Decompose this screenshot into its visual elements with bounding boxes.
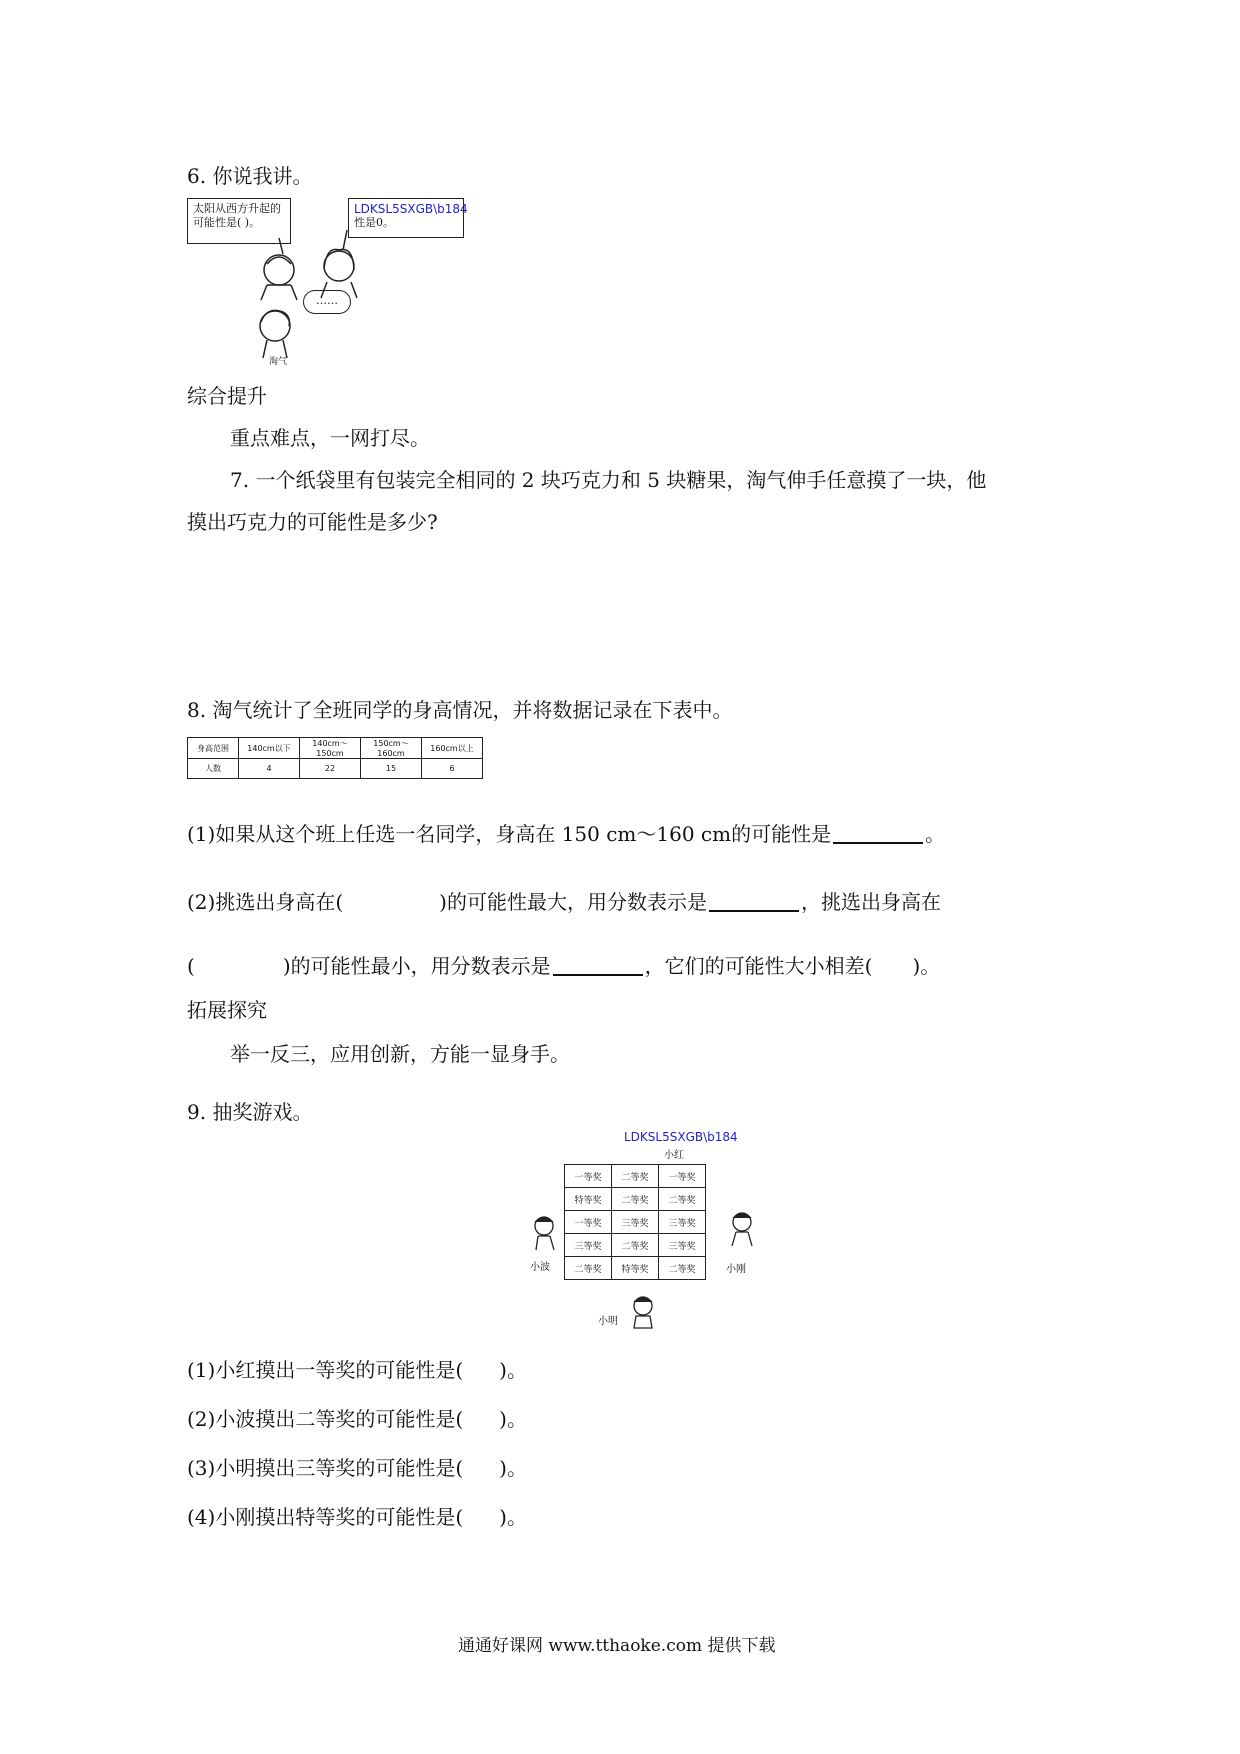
table-row [188,759,483,779]
q9-answer-4 [187,1503,527,1531]
answer-blank[interactable] [553,960,643,976]
answer-blank[interactable] [709,896,799,912]
grid-row [565,1188,706,1211]
speech-bubble-1: 太阳从西方升起的可能性是( )。 [187,198,291,244]
q9-answer-3-text: (3)小明摸出三等奖的可能性是( [187,1456,464,1480]
q8-part-3-text-b: )的可能性最小，用分数表示是 [282,954,551,978]
kid-label-bottom: 小明 [598,1316,618,1327]
table-header-cell: 160cm以上 [422,738,483,759]
q8-part-3-text-d: )。 [912,954,941,978]
q8-part-2 [187,888,941,916]
kid-bottom-icon [626,1294,660,1330]
q9-answer-1 [187,1356,527,1384]
grid-cell: 一等奖 [659,1165,706,1188]
q9-answer-4-text: (4)小刚摸出特等奖的可能性是( [187,1505,464,1529]
grid-row [565,1234,706,1257]
q6-title: 6. 你说我讲。 [187,164,313,188]
grid-cell: 三等奖 [659,1234,706,1257]
section-heading-1: 综合提升 [187,384,267,408]
q6-illustration [187,198,468,368]
grid-row [565,1257,706,1280]
q7-line-2: 摸出巧克力的可能性是多少? [187,510,438,534]
q8-part-2-text-c: ，挑选出身高在 [800,890,941,914]
q8-part-3-text-c: ，它们的可能性大小相差( [644,954,873,978]
grid-cell: 二等奖 [659,1188,706,1211]
kid-label-left: 小波 [530,1262,550,1273]
watermark-text: LDKSL5SXGB\b184 [624,1130,738,1144]
q9-title: 9. 抽奖游戏。 [187,1100,313,1124]
q9-answer-2-close: )。 [499,1407,527,1431]
table-header-cell: 140cm～150cm [300,738,361,759]
table-cell: 22 [300,759,361,779]
prize-grid [564,1164,706,1280]
grid-cell: 一等奖 [565,1211,612,1234]
answer-blank[interactable] [833,828,923,844]
q9-answer-1-text: (1)小红摸出一等奖的可能性是( [187,1358,464,1382]
grid-row [565,1165,706,1188]
table-cell: 4 [239,759,300,779]
q8-part-1-text: (1)如果从这个班上任选一名同学，身高在 150 cm～160 cm的可能性是 [187,822,832,846]
q8-part-2-text-a: (2)挑选出身高在( [187,890,344,914]
q8-part-1-end: 。 [925,822,946,846]
grid-cell: 二等奖 [612,1188,659,1211]
grid-cell: 二等奖 [659,1257,706,1280]
table-header-cell: 身高范围 [188,738,239,759]
table-header-cell: 150cm～160cm [361,738,422,759]
grid-cell: 二等奖 [612,1165,659,1188]
grid-cell: 特等奖 [565,1188,612,1211]
q9-answer-2 [187,1405,527,1433]
q9-answer-3-close: )。 [499,1456,527,1480]
q9-answer-4-close: )。 [499,1505,527,1529]
q8-part-2-text-b: )的可能性最大，用分数表示是 [439,890,707,914]
table-cell: 15 [361,759,422,779]
q9-answer-2-text: (2)小波摸出二等奖的可能性是( [187,1407,464,1431]
speech-bubble-3: …… [303,290,351,314]
kid-right-icon [724,1210,758,1250]
grid-cell: 三等奖 [565,1234,612,1257]
speech-bubble-2-text: 性是0。 [354,216,394,229]
name-label: 淘气 [269,357,288,367]
lottery-figure [520,1130,760,1330]
grid-cell: 二等奖 [612,1234,659,1257]
q8-part-1 [187,820,945,848]
kid-label-top: 小红 [664,1150,684,1161]
kid-label-right: 小刚 [726,1264,746,1275]
q8-part-3 [187,952,940,980]
table-cell: 人数 [188,759,239,779]
table-row [188,738,483,759]
table-cell: 6 [422,759,483,779]
grid-cell: 三等奖 [612,1211,659,1234]
kid-left-icon [528,1214,562,1254]
speech-bubble-2 [348,198,468,238]
table-header-cell: 140cm以下 [239,738,300,759]
section-heading-2: 拓展探究 [187,998,267,1022]
q9-answer-3 [187,1454,527,1482]
height-table [187,737,483,779]
section-sub-2: 举一反三，应用创新，方能一显身手。 [230,1042,570,1066]
grid-cell: 一等奖 [565,1165,612,1188]
watermark-text: LDKSL5SXGB\b184 [354,202,468,216]
grid-cell: 三等奖 [659,1211,706,1234]
q9-answer-1-close: )。 [499,1358,527,1382]
section-sub-1: 重点难点，一网打尽。 [230,426,430,450]
q7-line-1: 7. 一个纸袋里有包装完全相同的 2 块巧克力和 5 块糖果，淘气伸手任意摸了一块，他 [230,468,987,492]
footer: 通通好课网 www.tthaoke.com 提供下载 [458,1636,776,1656]
grid-cell: 二等奖 [565,1257,612,1280]
grid-cell: 特等奖 [612,1257,659,1280]
q8-part-3-text-a: ( [187,954,195,978]
q8-title: 8. 淘气统计了全班同学的身高情况，并将数据记录在下表中。 [187,698,733,722]
grid-row [565,1211,706,1234]
